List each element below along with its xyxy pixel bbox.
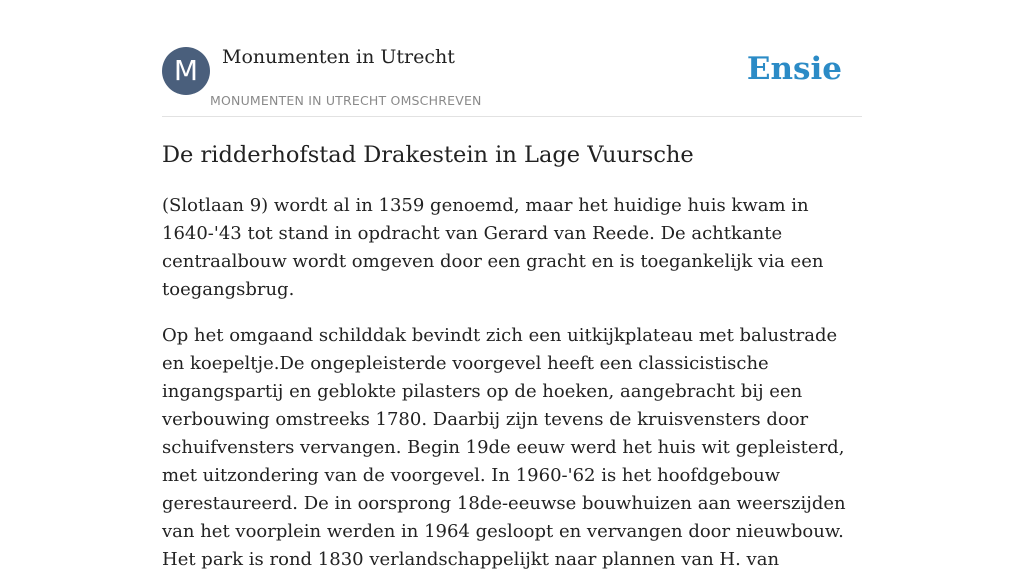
article-title: De ridderhofstad Drakestein in Lage Vuursche — [162, 142, 694, 168]
avatar[interactable]: M — [162, 47, 210, 95]
article-paragraph: Op het omgaand schilddak bevindt zich een uitkijkplateau met balustrade en koepeltje.De ongepleisterde voorgevel heeft een classicistische ingangspartij en geblokte pilasters op de hoeken, aangebracht bij een verbouwing omstreeks 1780. Daarbij zijn tevens de kruisvensters door schuifvensters vervangen. Begin 19de eeuw werd het huis wit gepleisterd, met uitzondering van de voorgevel. In 1960-'62 is het hoofdgebouw gerestaureerd. De in oorsprong 18de-eeuwse bouwhuizen aan weerszijden van het voorplein werden in 1964 gesloopt en vervangen door nieuwbouw. Het park is rond 1830 verlandschappelijkt naar plannen van H. van — [162, 325, 846, 570]
site-title[interactable]: Monumenten in Utrecht — [222, 46, 455, 68]
brand-logo[interactable]: Ensie — [746, 51, 842, 87]
article — [162, 138, 862, 574]
article-paragraph: (Slotlaan 9) wordt al in 1359 genoemd, maar het huidige huis kwam in 1640-'43 tot stand in opdracht van Gerard van Reede. De achtkante centraalbouw wordt omgeven door een gracht en is toegankelijk via een toegangsbrug. — [162, 195, 824, 300]
site-header — [162, 46, 862, 117]
site-subtitle: MONUMENTEN IN UTRECHT OMSCHREVEN — [210, 93, 482, 108]
